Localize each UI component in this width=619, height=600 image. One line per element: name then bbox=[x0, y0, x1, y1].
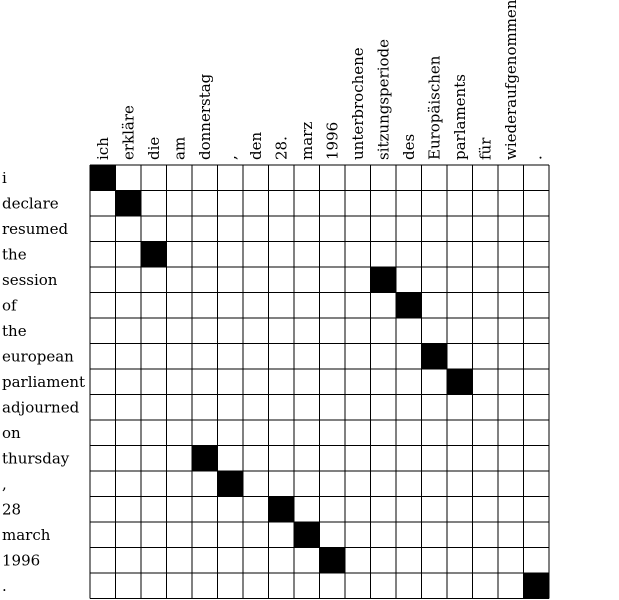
column-label: des bbox=[399, 133, 418, 160]
alignment-cell bbox=[371, 267, 397, 293]
row-label: 1996 bbox=[2, 551, 41, 570]
alignment-cell bbox=[320, 548, 346, 574]
column-label: unterbrochene bbox=[348, 47, 367, 160]
column-label: den bbox=[246, 131, 265, 160]
alignment-cell bbox=[218, 471, 244, 497]
column-label: sitzungsperiode bbox=[374, 38, 393, 160]
column-label: am bbox=[170, 136, 189, 160]
row-label: resumed bbox=[2, 219, 69, 238]
column-labels bbox=[94, 0, 546, 160]
row-label: thursday bbox=[2, 449, 70, 468]
alignment-cell bbox=[447, 369, 473, 395]
alignment-cell bbox=[192, 446, 218, 472]
row-label: . bbox=[2, 576, 7, 595]
column-label: wiederaufgenommen bbox=[501, 0, 520, 160]
column-label: donnerstag bbox=[195, 73, 214, 160]
row-labels bbox=[2, 169, 85, 595]
row-label: of bbox=[2, 296, 17, 315]
alignment-cell bbox=[116, 191, 142, 217]
column-label: marz bbox=[297, 121, 316, 160]
row-label: on bbox=[2, 423, 21, 442]
column-label: für bbox=[476, 137, 495, 160]
row-label: march bbox=[2, 525, 51, 544]
row-label: declare bbox=[2, 194, 59, 213]
alignment-cell bbox=[141, 242, 167, 268]
row-label: i bbox=[2, 168, 7, 187]
alignment-cell bbox=[90, 165, 116, 191]
row-label: european bbox=[2, 347, 74, 366]
column-label: erkläre bbox=[119, 105, 138, 160]
row-label: 28 bbox=[2, 500, 22, 519]
column-label: Europäischen bbox=[425, 55, 444, 160]
row-label: session bbox=[2, 270, 58, 289]
row-label: adjourned bbox=[2, 398, 80, 417]
column-label: 1996 bbox=[323, 121, 342, 160]
column-label: . bbox=[527, 155, 546, 160]
row-label: , bbox=[2, 474, 7, 493]
alignment-cell bbox=[422, 344, 448, 370]
alignment-cell bbox=[269, 497, 295, 523]
row-label: the bbox=[2, 245, 27, 264]
column-label: ich bbox=[93, 137, 112, 160]
alignment-cell bbox=[524, 573, 550, 599]
column-label: 28. bbox=[272, 136, 291, 160]
row-label: parliament bbox=[2, 372, 86, 391]
column-label: die bbox=[144, 136, 163, 160]
row-label: the bbox=[2, 321, 27, 340]
alignment-cell bbox=[396, 293, 422, 319]
column-label: parlaments bbox=[450, 74, 469, 160]
column-label: , bbox=[221, 155, 240, 160]
grid-lines bbox=[90, 165, 549, 599]
alignment-cell bbox=[294, 522, 320, 548]
